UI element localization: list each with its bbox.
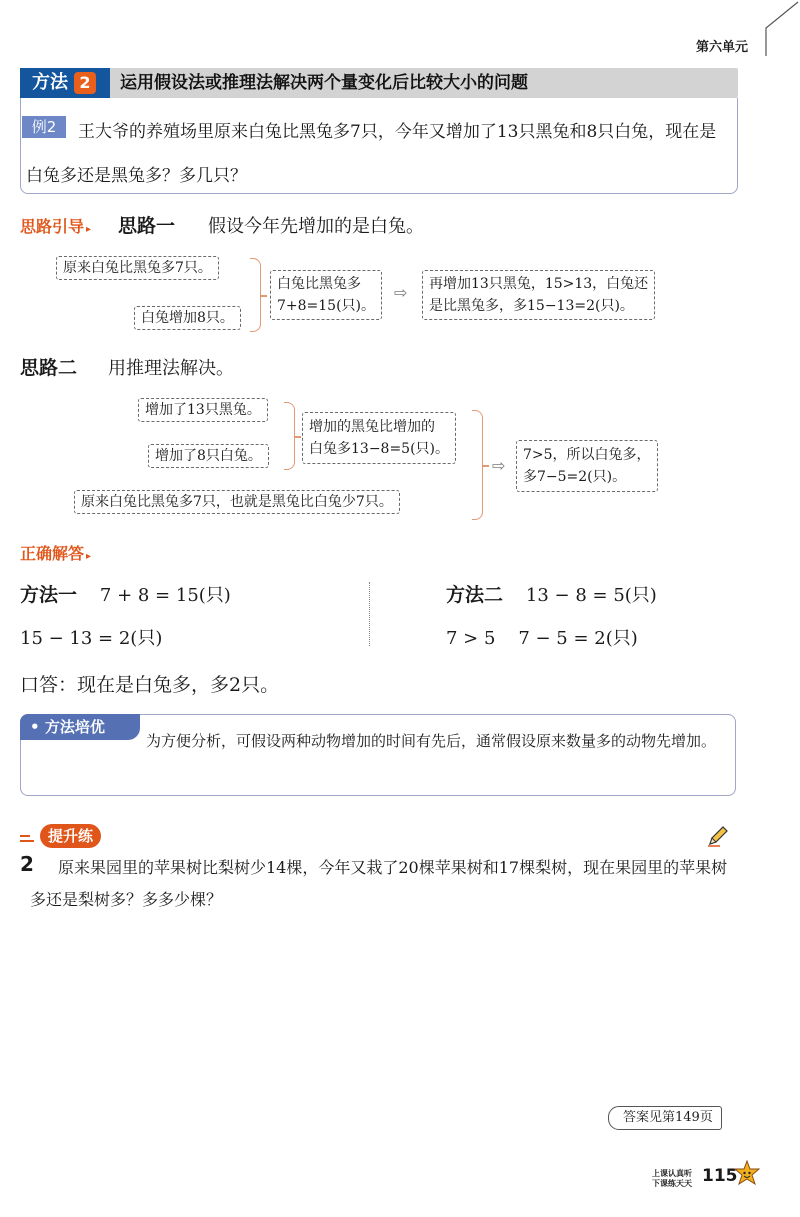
tip-tag: • 方法培优 [20,714,140,740]
answer-label [20,541,91,564]
page-corner-line [752,0,800,60]
footer-slogan-line1: 上课认真听 [652,1169,692,1178]
method2-line1 [446,580,657,607]
answer-label-text: 正确解答 [20,544,85,563]
example-text: 王大爷的养殖场里原来白兔比黑兔多7只，今年又增加了13只黑兔和8只白兔，现在是白兔多还是黑兔多？多几只？ [26,122,717,186]
idea2-box-result [516,440,658,492]
arrow-right-icon: ⇨ [394,283,408,302]
idea2-text: 用推理法解决。 [108,358,234,379]
final-answer: 口答：现在是白兔多，多2只。 [20,674,280,696]
method-label: 方法 [32,72,68,93]
pencil-icon [706,824,730,848]
idea1-text: 假设今年先增加的是白兔。 [208,216,424,237]
idea2-brace-1 [284,402,295,470]
idea2-box-diff-line1: 增加的黑兔比增加的 [309,419,435,435]
idea1-box-calc-line2: 7+8=15(只)。 [277,298,376,314]
unit-label: 第六单元 [695,40,748,55]
idea2-brace-2 [472,410,483,520]
practice-question: 原来果园里的苹果树比梨树少14棵，今年又栽了20棵苹果树和17棵梨树，现在果园里的苹果树多还是梨树多？多多少棵？ [30,858,728,909]
method1-eq2: 15 − 13 = 2(只) [20,628,163,649]
idea2-box-add-white: 增加了8只白兔。 [148,444,269,468]
idea2-box-original: 原来白兔比黑兔多7只，也就是黑兔比白兔少7只。 [74,490,400,514]
idea1-box-calc [270,270,382,320]
idea1-box-calc-line1: 白兔比黑兔多 [277,276,361,292]
idea2-box-result-line1: 7>5，所以白兔多， [523,447,651,463]
footer-slogan [652,1169,696,1189]
star-mascot-icon [734,1160,760,1186]
idea2-box-add-black: 增加了13只黑兔。 [138,398,268,422]
method-number: 2 [74,72,96,94]
method2-eq1: 13 − 8 = 5(只) [525,585,657,606]
column-divider [369,582,370,646]
tip-label: 方法培优 [44,718,105,736]
idea1-box-result-line2: 是比黑兔多，多15−13=2(只)。 [429,298,634,314]
method1-title: 方法一 [20,584,78,606]
idea1-box-result-line1: 再增加13只黑兔，15>13，白兔还 [429,276,649,292]
idea2-title: 思路二 [20,357,78,379]
decorative-dashes-icon [18,832,38,846]
chevron-right-icon: ▸ [86,551,92,562]
idea2-box-diff-line2: 白兔多13−8=5(只)。 [309,441,450,457]
practice-tag: 提升练 [40,824,101,848]
method-tag [20,68,110,98]
idea1-box-add-white: 白兔增加8只。 [134,306,241,330]
chevron-right-icon: ▸ [86,224,92,235]
idea1-box-original: 原来白兔比黑兔多7只。 [56,256,219,280]
arrow-right-icon: ⇨ [492,456,506,475]
method2-eq2: 7 > 5 7 − 5 = 2(只) [446,628,638,649]
page-number: 115 [702,1166,738,1186]
tip-text: 为方便分析，可假设两种动物增加的时间有先后，通常假设原来数量多的动物先增加。 [146,732,717,750]
footer-slogan-line2: 下课练天天 [652,1179,692,1188]
method2-title: 方法二 [446,584,504,606]
method1-line1 [20,580,231,607]
guide-label [20,214,91,237]
example-tag: 例2 [22,116,66,138]
idea2-box-result-line2: 多7−5=2(只)。 [523,469,627,485]
idea2-box-diff [302,412,456,464]
idea1-title: 思路一 [118,215,176,237]
method-title: 运用假设法或推理法解决两个量变化后比较大小的问题 [120,73,528,93]
guide-label-text: 思路引导 [20,217,85,236]
practice-number: 2 [20,852,34,876]
idea1-box-result [422,270,655,320]
answer-reference: 答案见第149页 [608,1106,722,1130]
method1-eq1: 7 + 8 = 15(只) [99,585,231,606]
idea1-brace-1 [250,258,261,332]
